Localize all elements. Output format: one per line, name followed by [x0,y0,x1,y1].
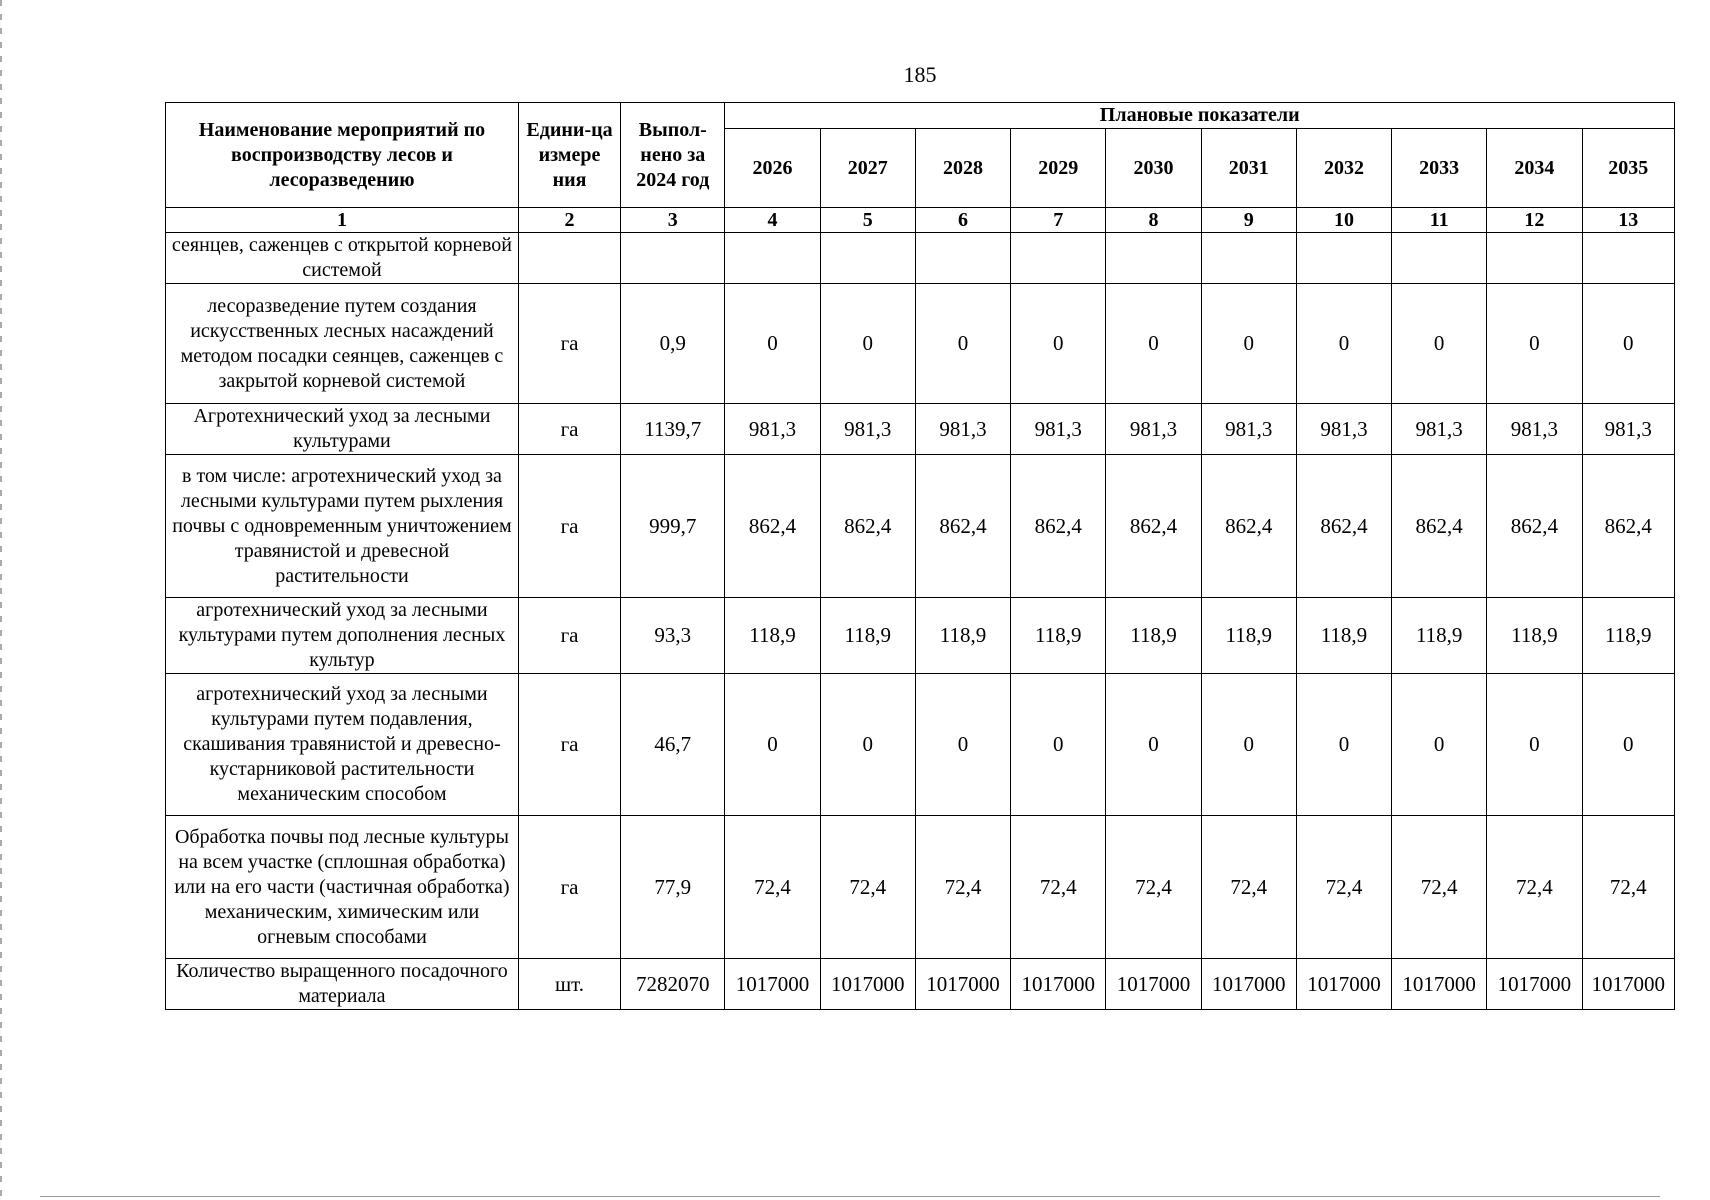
planned-value-cell: 862,4 [820,455,915,598]
planned-value-cell: 118,9 [1106,598,1201,674]
header-year: 2028 [915,129,1010,208]
header-year: 2026 [725,129,820,208]
activity-name-cell: агротехнический уход за лесными культурами путем подавления, скашивания травянистой и древесно-кустарниковой растительности механическим способом [166,674,519,816]
planned-value-cell: 0 [915,674,1010,816]
planned-value-cell: 862,4 [1106,455,1201,598]
planned-value-cell: 0 [1392,674,1487,816]
planned-value-cell: 0 [1392,284,1487,404]
planned-value-cell: 981,3 [1011,404,1106,455]
table-body [166,233,1675,1010]
header-column-number: 1 [166,208,519,233]
table-row [166,598,1675,674]
planned-value-cell: 862,4 [1296,455,1391,598]
planned-value-cell: 0 [1106,674,1201,816]
forest-reproduction-table [165,102,1675,1010]
scan-bottom-line [40,1196,1660,1197]
planned-value-cell: 981,3 [1296,404,1391,455]
planned-value-cell: 981,3 [1582,404,1674,455]
planned-value-cell: 72,4 [1487,816,1582,959]
activity-name-cell: сеянцев, саженцев с открытой корневой системой [166,233,519,284]
planned-value-cell [1392,233,1487,284]
unit-cell: га [518,674,620,816]
header-column-number: 13 [1582,208,1674,233]
planned-value-cell: 118,9 [1487,598,1582,674]
planned-value-cell: 118,9 [820,598,915,674]
planned-value-cell: 981,3 [915,404,1010,455]
planned-value-cell: 1017000 [725,959,820,1010]
header-planned-indicators: Плановые показатели [725,103,1675,129]
activity-name-cell: Обработка почвы под лесные культуры на всем участке (сплошная обработка) или на его части (частичная обработка) механическим, химическим или огневым способами [166,816,519,959]
done-2024-cell: 7282070 [621,959,725,1010]
planned-value-cell: 981,3 [820,404,915,455]
header-column-number: 10 [1296,208,1391,233]
header-done-2024: Выпол-нено за 2024 год [621,103,725,208]
planned-value-cell: 72,4 [1201,816,1296,959]
planned-value-cell: 981,3 [725,404,820,455]
activity-name-cell: в том числе: агротехнический уход за лесными культурами путем рыхления почвы с одновременным уничтожением травянистой и древесной растительности [166,455,519,598]
planned-value-cell: 981,3 [1487,404,1582,455]
planned-value-cell: 981,3 [1201,404,1296,455]
unit-cell: га [518,598,620,674]
planned-value-cell: 1017000 [1487,959,1582,1010]
planned-value-cell: 981,3 [1392,404,1487,455]
header-year: 2034 [1487,129,1582,208]
table-row [166,284,1675,404]
header-year: 2029 [1011,129,1106,208]
planned-value-cell: 118,9 [725,598,820,674]
planned-value-cell: 0 [725,284,820,404]
activity-name-cell: лесоразведение путем создания искусственных лесных насаждений методом посадки сеянцев, саженцев с закрытой корневой системой [166,284,519,404]
planned-value-cell: 72,4 [915,816,1010,959]
planned-value-cell: 1017000 [1296,959,1391,1010]
done-2024-cell: 77,9 [621,816,725,959]
header-column-number: 9 [1201,208,1296,233]
planned-value-cell: 0 [1106,284,1201,404]
done-2024-cell: 1139,7 [621,404,725,455]
planned-value-cell [1201,233,1296,284]
unit-cell: га [518,455,620,598]
planned-value-cell: 118,9 [1011,598,1106,674]
planned-value-cell: 118,9 [1296,598,1391,674]
activity-name-cell: Количество выращенного посадочного материала [166,959,519,1010]
header-year: 2035 [1582,129,1674,208]
planned-value-cell [820,233,915,284]
header-column-number: 6 [915,208,1010,233]
table-row [166,404,1675,455]
table-row [166,674,1675,816]
planned-value-cell: 118,9 [1201,598,1296,674]
planned-value-cell: 1017000 [1201,959,1296,1010]
planned-value-cell: 0 [1011,674,1106,816]
planned-value-cell: 118,9 [1392,598,1487,674]
planned-value-cell: 981,3 [1106,404,1201,455]
header-year: 2027 [820,129,915,208]
header-column-number: 2 [518,208,620,233]
planned-value-cell: 0 [1582,284,1674,404]
planned-value-cell [1487,233,1582,284]
planned-value-cell [725,233,820,284]
header-activity-name: Наименование мероприятий по воспроизводству лесов и лесоразведению [166,103,519,208]
planned-value-cell: 0 [725,674,820,816]
planned-value-cell: 0 [1487,284,1582,404]
header-year: 2032 [1296,129,1391,208]
planned-value-cell: 1017000 [1011,959,1106,1010]
planned-value-cell [1296,233,1391,284]
header-column-numbers-row [166,208,1675,233]
planned-value-cell: 862,4 [725,455,820,598]
activity-name-cell: агротехнический уход за лесными культурами путем дополнения лесных культур [166,598,519,674]
unit-cell: га [518,404,620,455]
scan-edge [0,0,2,1200]
header-column-number: 5 [820,208,915,233]
header-column-number: 12 [1487,208,1582,233]
activity-name-cell: Агротехнический уход за лесными культурами [166,404,519,455]
unit-cell: га [518,284,620,404]
planned-value-cell: 72,4 [1011,816,1106,959]
done-2024-cell: 0,9 [621,284,725,404]
planned-value-cell: 862,4 [1011,455,1106,598]
header-year: 2033 [1392,129,1487,208]
planned-value-cell: 1017000 [915,959,1010,1010]
planned-value-cell: 0 [1201,674,1296,816]
planned-value-cell: 0 [820,284,915,404]
planned-value-cell: 862,4 [1392,455,1487,598]
header-column-number: 3 [621,208,725,233]
planned-value-cell: 0 [1296,284,1391,404]
planned-value-cell [1582,233,1674,284]
done-2024-cell: 46,7 [621,674,725,816]
planned-value-cell: 0 [820,674,915,816]
header-column-number: 8 [1106,208,1201,233]
planned-value-cell: 1017000 [1582,959,1674,1010]
planned-value-cell: 72,4 [1392,816,1487,959]
header-column-number: 7 [1011,208,1106,233]
planned-value-cell [1011,233,1106,284]
table-row [166,233,1675,284]
planned-value-cell: 0 [1296,674,1391,816]
planned-value-cell: 862,4 [915,455,1010,598]
header-column-number: 11 [1392,208,1487,233]
planned-value-cell: 72,4 [1296,816,1391,959]
done-2024-cell: 93,3 [621,598,725,674]
planned-value-cell: 1017000 [1106,959,1201,1010]
planned-value-cell: 118,9 [1582,598,1674,674]
planned-value-cell: 0 [1582,674,1674,816]
table-row [166,959,1675,1010]
planned-value-cell: 1017000 [820,959,915,1010]
done-2024-cell [621,233,725,284]
planned-value-cell: 0 [1487,674,1582,816]
planned-value-cell: 862,4 [1487,455,1582,598]
planned-value-cell: 118,9 [915,598,1010,674]
planned-value-cell: 862,4 [1582,455,1674,598]
planned-value-cell: 72,4 [820,816,915,959]
table-row [166,816,1675,959]
header-column-number: 4 [725,208,820,233]
table-row [166,455,1675,598]
header-year: 2030 [1106,129,1201,208]
header-year: 2031 [1201,129,1296,208]
page-number: 185 [903,62,937,87]
unit-cell [518,233,620,284]
header-unit: Едини-ца измере ния [518,103,620,208]
planned-value-cell: 72,4 [1106,816,1201,959]
unit-cell: шт. [518,959,620,1010]
planned-value-cell: 862,4 [1201,455,1296,598]
planned-value-cell [1106,233,1201,284]
planned-value-cell: 1017000 [1392,959,1487,1010]
planned-value-cell: 0 [1011,284,1106,404]
unit-cell: га [518,816,620,959]
planned-value-cell: 0 [915,284,1010,404]
planned-value-cell: 72,4 [1582,816,1674,959]
planned-value-cell: 72,4 [725,816,820,959]
planned-value-cell [915,233,1010,284]
planned-value-cell: 0 [1201,284,1296,404]
done-2024-cell: 999,7 [621,455,725,598]
